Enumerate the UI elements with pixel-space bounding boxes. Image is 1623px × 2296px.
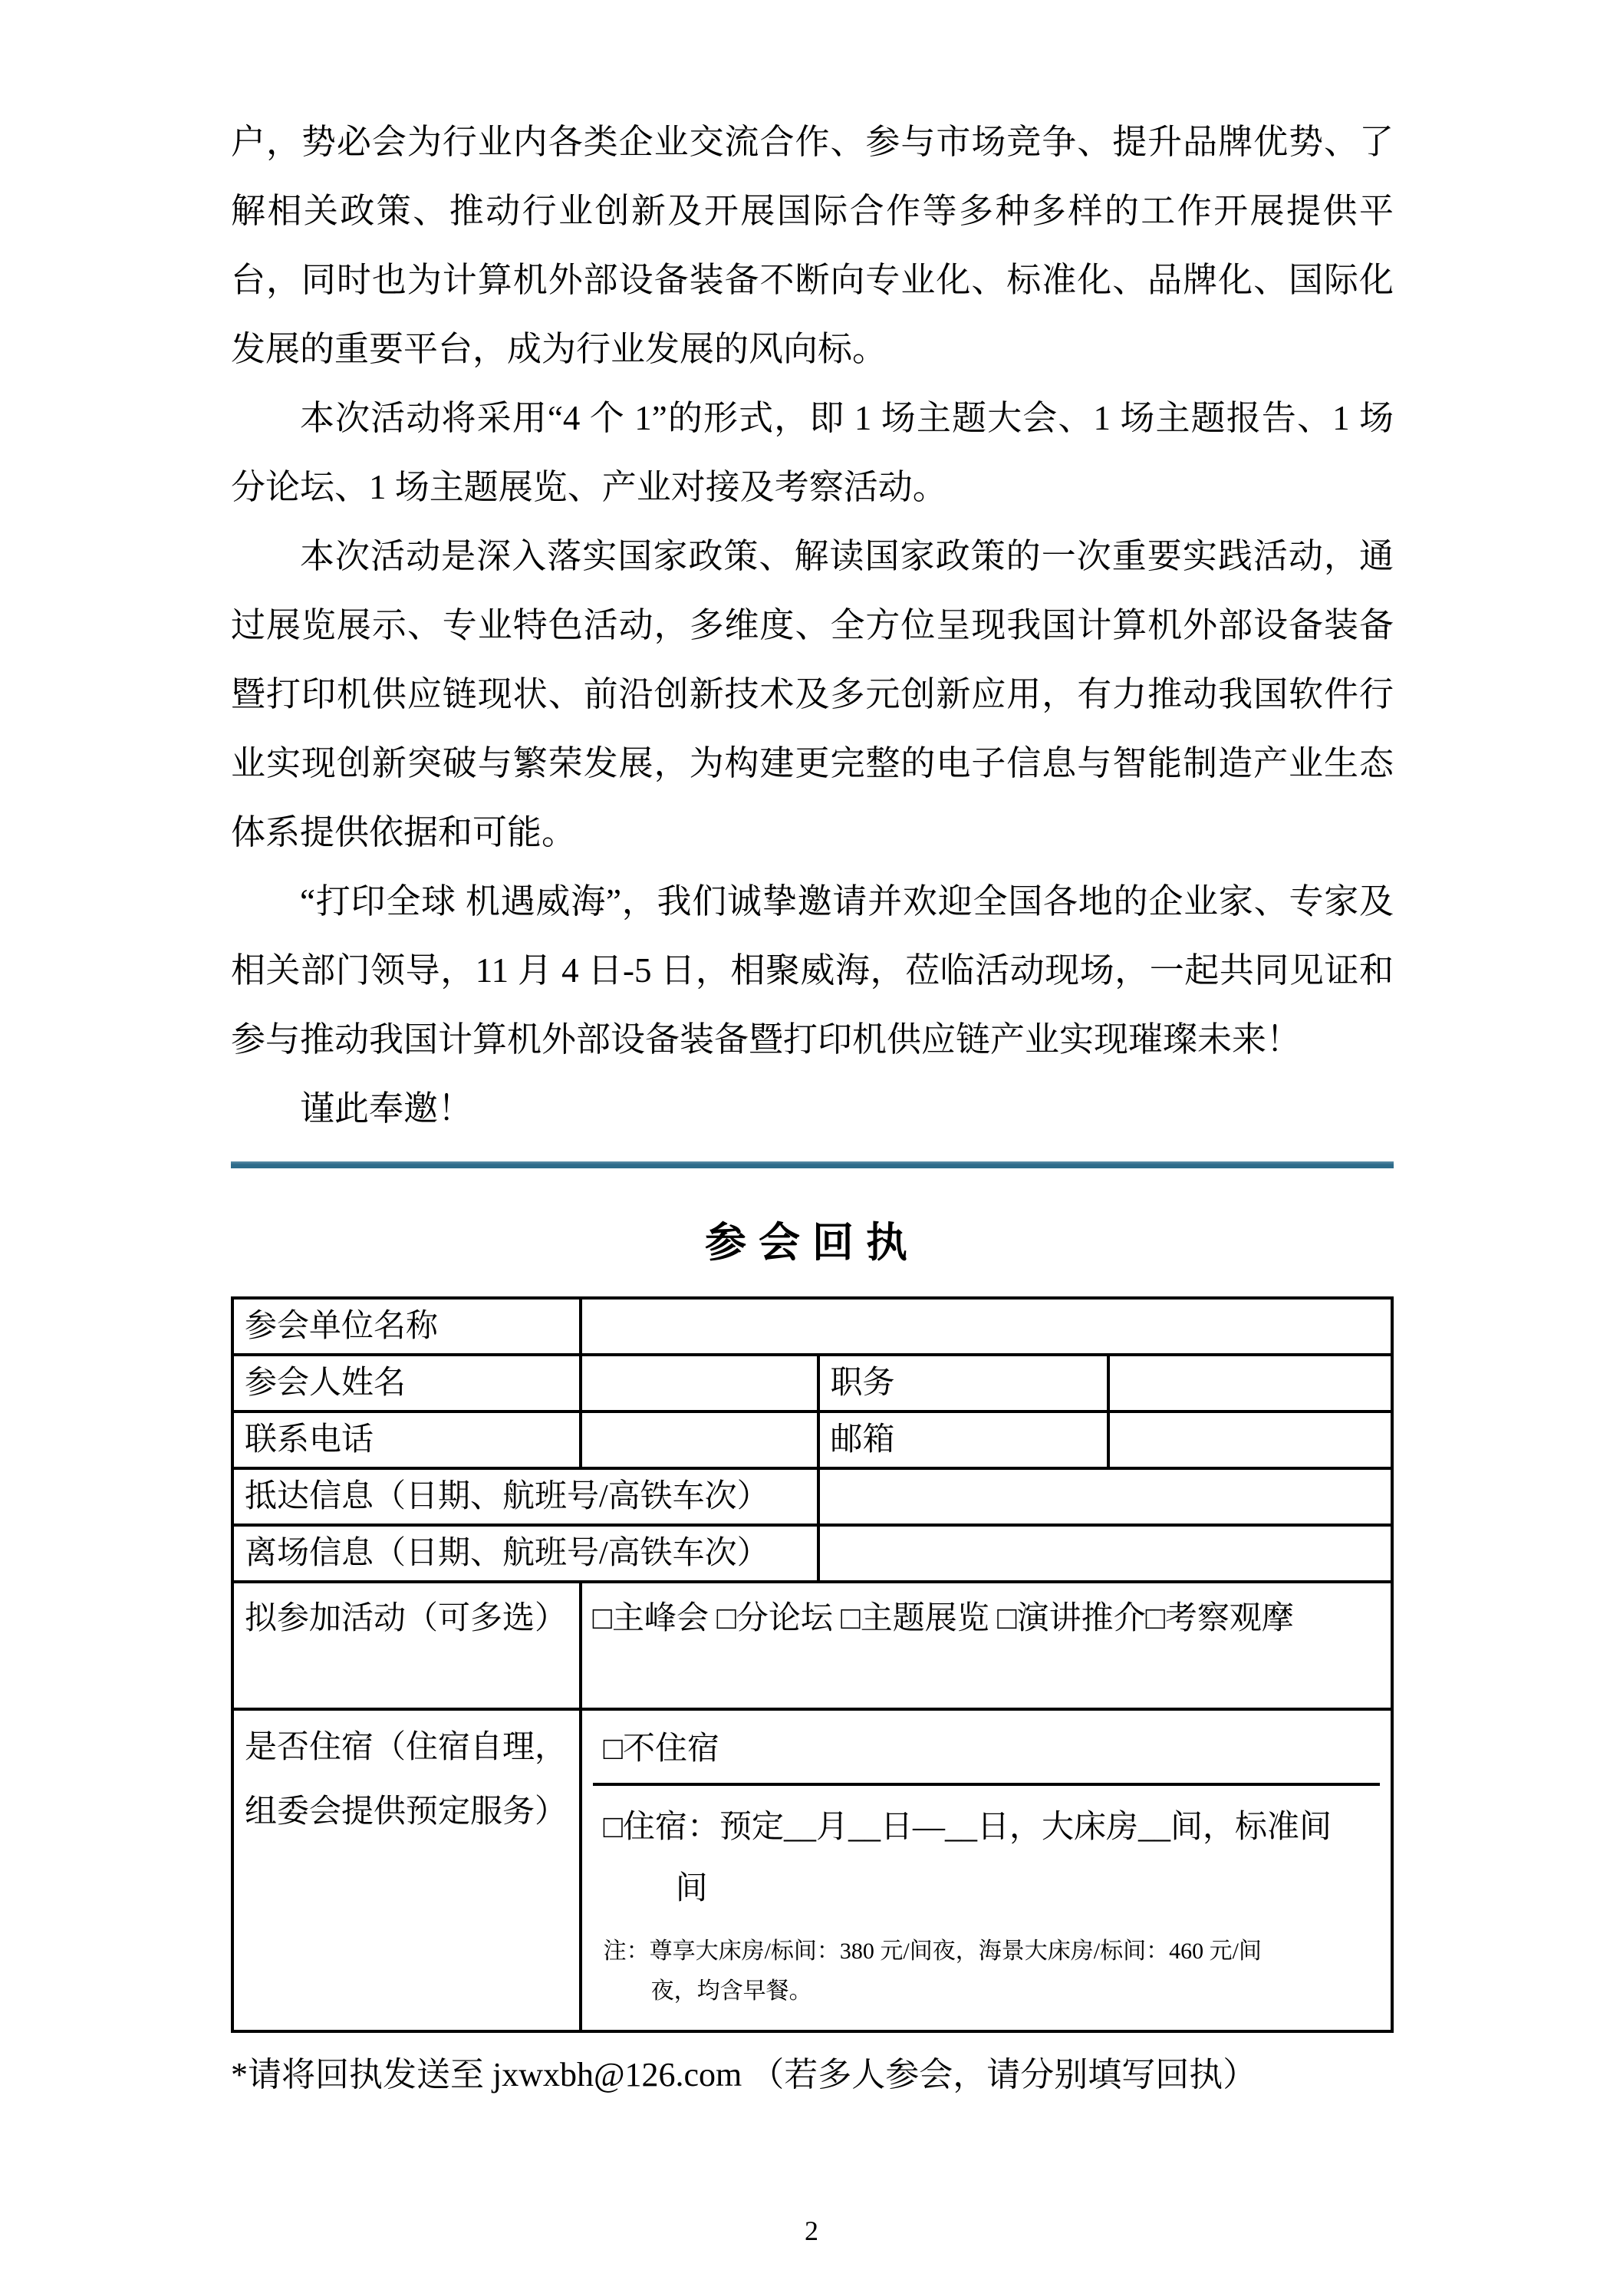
price-note-line1: 注：尊享大床房/标间：380 元/间夜，海景大床房/标间：460 元/间 [603,1939,1262,1964]
page-number: 2 [805,2215,818,2246]
paragraph-invitation: “打印全球 机遇威海”，我们诚挚邀请并欢迎全国各地的企业家、专家及相关部门领导，11 月 4 日-5 日，相聚威海，莅临活动现场，一起共同见证和参与推动我国计算机外部设备装备暨打印机供应链产业实现璀璨未来！ [231,882,1394,1059]
arrival-info-value-cell[interactable] [818,1468,1392,1525]
unit-name-label: 参会单位名称 [232,1298,581,1355]
no-stay-checkbox-option[interactable]: □不住宿 [593,1715,1380,1786]
phone-value-cell[interactable] [581,1412,818,1468]
section-divider-rule [231,1161,1394,1168]
row-contact [232,1412,1392,1468]
row-lodging [232,1709,1392,2031]
lodging-options-cell [581,1709,1392,2031]
letter-body [231,107,1394,1143]
arrival-info-label: 抵达信息（日期、航班号/高铁车次） [232,1468,818,1525]
stay-checkbox-option[interactable] [593,1786,1380,2025]
activities-label: 拟参加活动（可多选） [232,1582,581,1709]
job-title-label: 职务 [818,1355,1108,1412]
job-title-value-cell[interactable] [1108,1355,1392,1412]
price-note-line2: 夜，均含早餐。 [650,1978,812,2004]
lodging-label: 是否住宿（住宿自理，组委会提供预定服务） [232,1709,581,2031]
email-value-cell[interactable] [1108,1412,1392,1468]
phone-label: 联系电话 [232,1412,581,1468]
paragraph-closing: 谨此奉邀！ [300,1089,473,1128]
attendee-name-value-cell[interactable] [581,1355,818,1412]
email-label: 邮箱 [818,1412,1108,1468]
reply-form-title: 参会回执 [705,1220,920,1266]
attendee-name-label: 参会人姓名 [232,1355,581,1412]
reply-email-footnote: *请将回执发送至 jxwxbh@126.com （若多人参会，请分别填写回执） [231,2056,1257,2093]
departure-info-label: 离场信息（日期、航班号/高铁车次） [232,1525,818,1582]
unit-name-value-cell[interactable] [581,1298,1392,1355]
row-attendee [232,1355,1392,1412]
row-arrival-info [232,1468,1392,1525]
paragraph-format: 本次活动将采用“4 个 1”的形式，即 1 场主题大会、1 场主题报告、1 场分论坛、1 场主题展览、产业对接及考察活动。 [231,399,1394,506]
row-unit-name [232,1298,1392,1355]
row-activities [232,1582,1392,1709]
stay-option-line1: □住宿：预定__月__日—__日，大床房__间，标准间 [603,1810,1332,1845]
activities-checkbox-options[interactable]: □主峰会 □分论坛 □主题展览 □演讲推介□考察观摩 [581,1582,1392,1709]
row-departure-info [232,1525,1392,1582]
reply-form-table [231,1296,1394,2033]
departure-info-value-cell[interactable] [818,1525,1392,1582]
paragraph-continuation: 户，势必会为行业内各类企业交流合作、参与市场竞争、提升品牌优势、了解相关政策、推动行业创新及开展国际合作等多种多样的工作开展提供平台，同时也为计算机外部设备装备不断向专业化、标准化、品牌化、国际化发展的重要平台，成为行业发展的风向标。 [231,123,1394,368]
paragraph-significance: 本次活动是深入落实国家政策、解读国家政策的一次重要实践活动，通过展览展示、专业特色活动，多维度、全方位呈现我国计算机外部设备装备暨打印机供应链现状、前沿创新技术及多元创新应用，有力推动我国软件行业实现创新突破与繁荣发展，为构建更完整的电子信息与智能制造产业生态体系提供依据和可能。 [231,537,1394,852]
lodging-price-note [604,1932,1369,2011]
stay-option-line2: 间 [675,1871,708,1906]
